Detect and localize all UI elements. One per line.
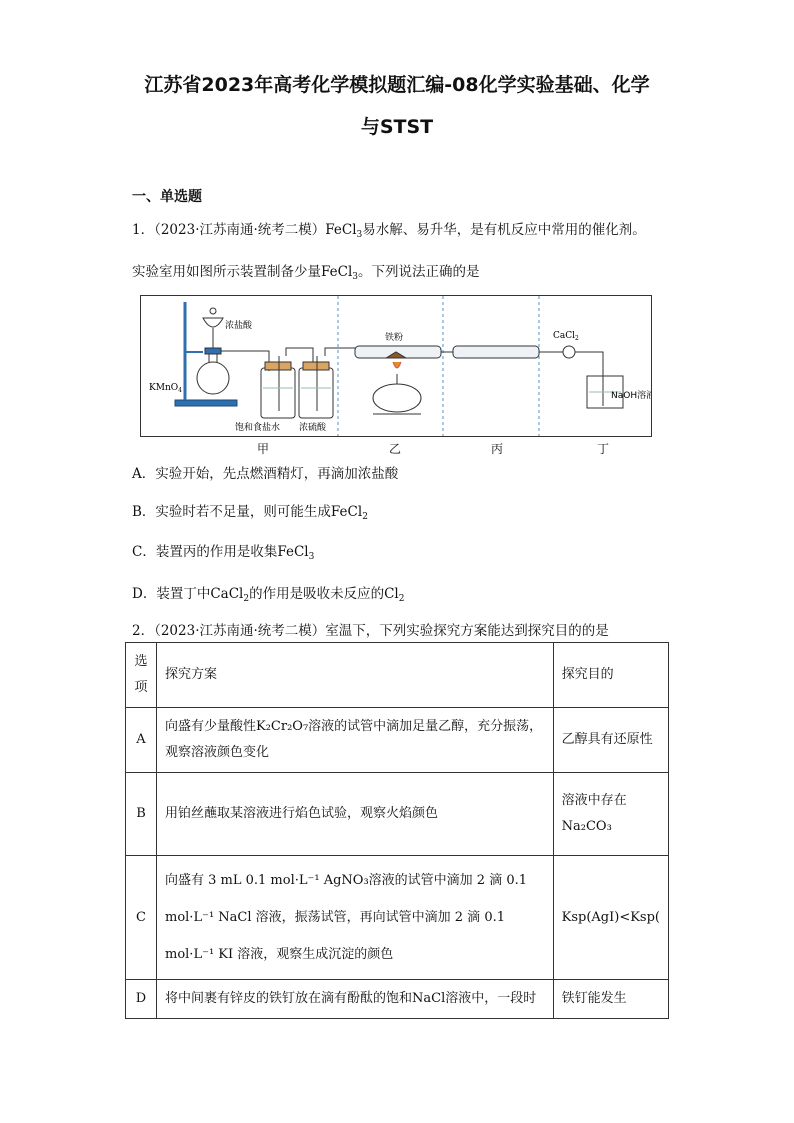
- row-c-plan: 向盛有 3 mL 0.1 mol·L⁻¹ AgNO₃溶液的试管中滴加 2 滴 0.1 mol·L⁻¹ NaCl 溶液，振荡试管，再向试管中滴加 2 滴 0.1 mol·L⁻¹ KI 溶液，观察生成沉淀的颜色: [157, 856, 554, 980]
- label-kmno4: KMnO$_4$: [149, 383, 182, 394]
- header-goal: 探究目的: [553, 643, 668, 708]
- label-naoh: NaOH溶液: [611, 391, 651, 401]
- row-d-option: D: [126, 980, 157, 1019]
- row-c-goal: Ksp(AgI)<Ksp(: [553, 856, 668, 980]
- label-fe: 铁粉: [385, 333, 404, 343]
- table-header-row: [126, 643, 669, 708]
- q1-stem-line2: 实验室用如图所示装置制备少量FeCl$_3$。下列说法正确的是: [132, 264, 480, 282]
- section-label-ding: 丁: [597, 442, 610, 456]
- apparatus-drawing: [141, 296, 651, 436]
- row-d-plan: 将中间裹有锌皮的铁钉放在滴有酚酞的饱和NaCl溶液中，一段时: [157, 980, 554, 1019]
- q2-table: [125, 642, 669, 1019]
- row-a-option: A: [126, 708, 157, 773]
- row-b-option: B: [126, 773, 157, 856]
- row-b-goal: 溶液中存在 Na₂CO₃: [553, 773, 668, 856]
- label-h2so4: 浓硫酸: [299, 423, 327, 433]
- doc-title-line1: 江苏省2023年高考化学模拟题汇编-08化学实验基础、化学: [144, 74, 650, 96]
- section-label-bing: 丙: [491, 442, 504, 456]
- section-heading: 一、单选题: [132, 189, 202, 205]
- table-row: [126, 980, 669, 1019]
- label-hcl: 浓盐酸: [225, 321, 253, 331]
- row-b-plan: 用铂丝蘸取某溶液进行焰色试验，观察火焰颜色: [157, 773, 554, 856]
- table-row: [126, 773, 669, 856]
- label-nacl: 饱和食盐水: [235, 423, 281, 433]
- label-cacl2: CaCl$_2$: [553, 331, 579, 342]
- doc-title-line2: 与STST: [360, 116, 434, 138]
- row-c-option: C: [126, 856, 157, 980]
- row-a-plan: 向盛有少量酸性K₂Cr₂O₇溶液的试管中滴加足量乙醇，充分振荡，观察溶液颜色变化: [157, 708, 554, 773]
- header-plan: 探究方案: [157, 643, 554, 708]
- section-label-jia: 甲: [257, 442, 270, 456]
- q1-option-a: A．实验开始，先点燃酒精灯，再滴加浓盐酸: [132, 466, 399, 482]
- q1-option-c: C．装置丙的作用是收集FeCl$_3$: [132, 544, 315, 562]
- row-a-goal: 乙醇具有还原性: [553, 708, 668, 773]
- q1-stem-line1: 1．（2023·江苏南通·统考二模）FeCl$_3$易水解、易升华，是有机反应中常用的催化剂。: [132, 222, 646, 240]
- q1-option-b: B．实验时若不足量，则可能生成FeCl$_2$: [132, 504, 368, 522]
- q2-stem: 2．（2023·江苏南通·统考二模）室温下，下列实验探究方案能达到探究目的的是: [132, 623, 609, 639]
- table-row: [126, 856, 669, 980]
- apparatus-figure: [140, 295, 652, 437]
- table-row: [126, 708, 669, 773]
- q1-option-d: D．装置丁中CaCl$_2$的作用是吸收未反应的$Cl_2$: [132, 586, 405, 604]
- row-d-goal: 铁钉能发生: [553, 980, 668, 1019]
- header-option: 选项: [126, 643, 157, 708]
- section-label-yi: 乙: [389, 442, 402, 456]
